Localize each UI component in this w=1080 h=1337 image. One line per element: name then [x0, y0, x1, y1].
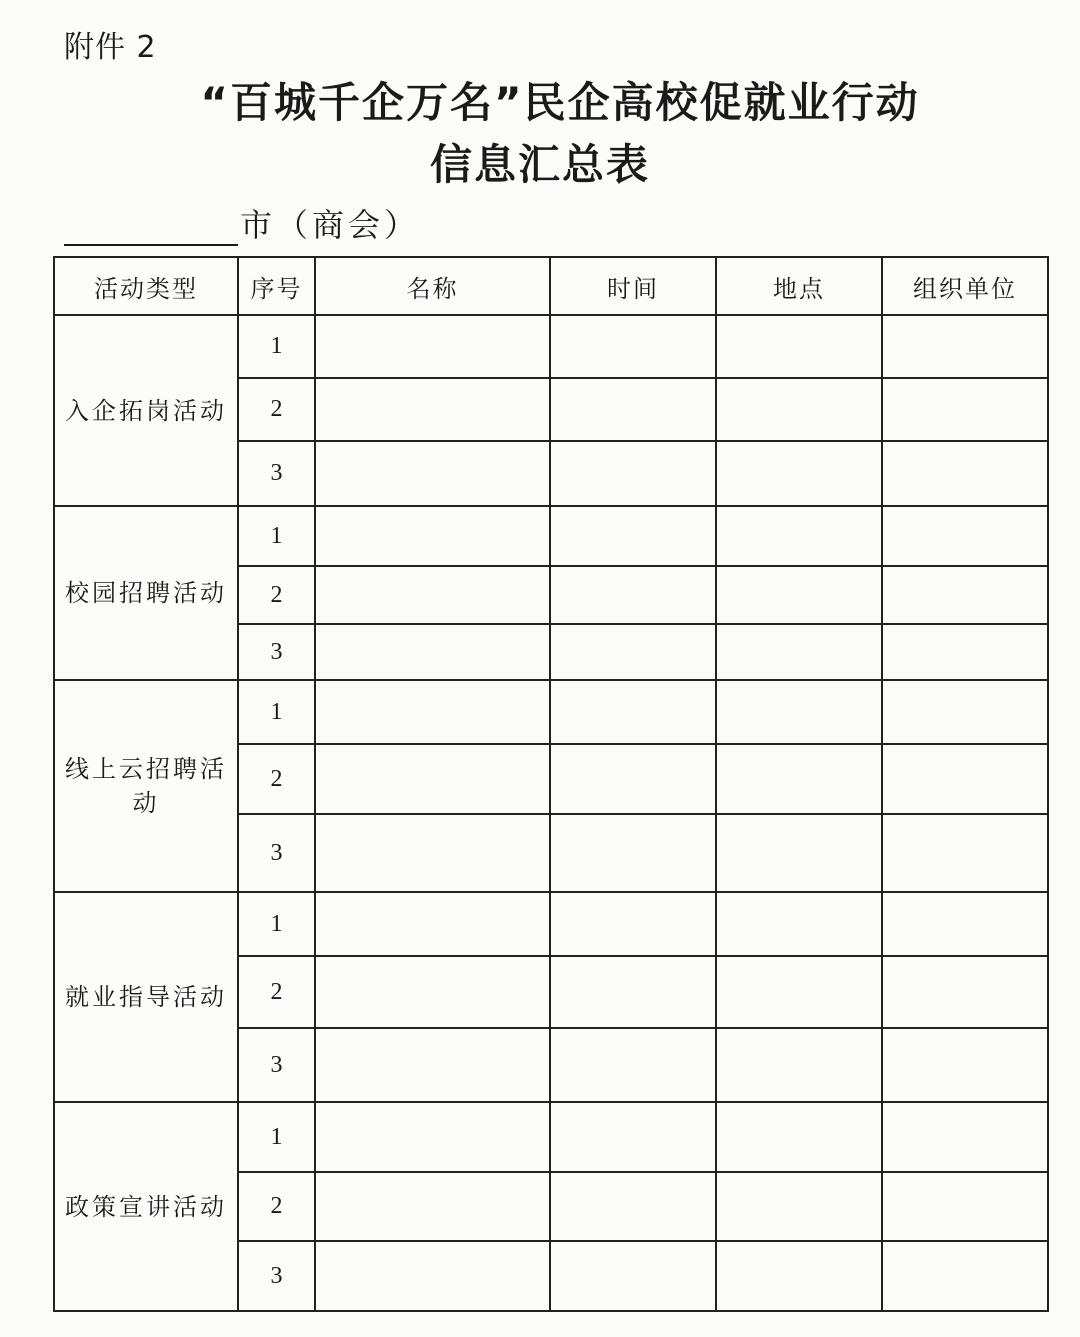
- organizer-cell[interactable]: [882, 1172, 1048, 1241]
- city-field: [64, 200, 420, 246]
- location-cell[interactable]: [716, 624, 882, 680]
- organizer-cell[interactable]: [882, 1028, 1048, 1102]
- name-cell[interactable]: [315, 506, 550, 566]
- location-cell[interactable]: [716, 892, 882, 956]
- table-row: [54, 892, 1048, 956]
- column-header-name: 名称: [315, 257, 550, 315]
- row-number-cell: 3: [238, 1028, 315, 1102]
- organizer-cell[interactable]: [882, 1241, 1048, 1311]
- name-cell[interactable]: [315, 624, 550, 680]
- activity-type-cell: 线上云招聘活动: [54, 680, 238, 892]
- city-suffix-label: 市（商会）: [240, 206, 421, 244]
- row-number-cell: 2: [238, 378, 315, 441]
- location-cell[interactable]: [716, 506, 882, 566]
- document-title-line-1: “百城千企万名”民企高校促就业行动: [200, 78, 920, 127]
- organizer-cell[interactable]: [882, 378, 1048, 441]
- document-title-line-2: 信息汇总表: [429, 140, 650, 189]
- row-number-cell: 3: [238, 624, 315, 680]
- location-cell[interactable]: [716, 1102, 882, 1172]
- time-cell[interactable]: [550, 744, 716, 814]
- organizer-cell[interactable]: [882, 744, 1048, 814]
- organizer-cell[interactable]: [882, 441, 1048, 506]
- attachment-label: 附件 2: [64, 30, 157, 65]
- time-cell[interactable]: [550, 956, 716, 1028]
- location-cell[interactable]: [716, 1172, 882, 1241]
- organizer-cell[interactable]: [882, 956, 1048, 1028]
- row-number-cell: 2: [238, 956, 315, 1028]
- name-cell[interactable]: [315, 680, 550, 744]
- column-header-organizer: 组织单位: [882, 257, 1048, 315]
- row-number-cell: 2: [238, 566, 315, 624]
- row-number-cell: 1: [238, 1102, 315, 1172]
- organizer-cell[interactable]: [882, 680, 1048, 744]
- location-cell[interactable]: [716, 1028, 882, 1102]
- organizer-cell[interactable]: [882, 1102, 1048, 1172]
- row-number-cell: 3: [238, 1241, 315, 1311]
- location-cell[interactable]: [716, 1241, 882, 1311]
- organizer-cell[interactable]: [882, 315, 1048, 378]
- time-cell[interactable]: [550, 1102, 716, 1172]
- row-number-cell: 2: [238, 744, 315, 814]
- row-number-cell: 2: [238, 1172, 315, 1241]
- activity-type-cell: 就业指导活动: [54, 892, 238, 1102]
- activity-type-cell: 校园招聘活动: [54, 506, 238, 680]
- time-cell[interactable]: [550, 1172, 716, 1241]
- time-cell[interactable]: [550, 1241, 716, 1311]
- organizer-cell[interactable]: [882, 566, 1048, 624]
- activity-type-cell: 入企拓岗活动: [54, 315, 238, 506]
- location-cell[interactable]: [716, 680, 882, 744]
- table-row: [54, 1102, 1048, 1172]
- info-summary-table: [53, 256, 1049, 1312]
- time-cell[interactable]: [550, 566, 716, 624]
- location-cell[interactable]: [716, 441, 882, 506]
- location-cell[interactable]: [716, 566, 882, 624]
- name-cell[interactable]: [315, 441, 550, 506]
- organizer-cell[interactable]: [882, 892, 1048, 956]
- name-cell[interactable]: [315, 956, 550, 1028]
- name-cell[interactable]: [315, 378, 550, 441]
- table-row: [54, 315, 1048, 378]
- name-cell[interactable]: [315, 1241, 550, 1311]
- name-cell[interactable]: [315, 315, 550, 378]
- row-number-cell: 1: [238, 506, 315, 566]
- location-cell[interactable]: [716, 744, 882, 814]
- organizer-cell[interactable]: [882, 814, 1048, 892]
- name-cell[interactable]: [315, 1172, 550, 1241]
- column-header-time: 时间: [550, 257, 716, 315]
- name-cell[interactable]: [315, 1102, 550, 1172]
- table-row: [54, 506, 1048, 566]
- time-cell[interactable]: [550, 814, 716, 892]
- name-cell[interactable]: [315, 892, 550, 956]
- row-number-cell: 3: [238, 441, 315, 506]
- time-cell[interactable]: [550, 1028, 716, 1102]
- time-cell[interactable]: [550, 506, 716, 566]
- city-blank-line[interactable]: [64, 208, 238, 246]
- time-cell[interactable]: [550, 378, 716, 441]
- column-header-number: 序号: [238, 257, 315, 315]
- table-header-row: [54, 257, 1048, 315]
- time-cell[interactable]: [550, 680, 716, 744]
- time-cell[interactable]: [550, 892, 716, 956]
- column-header-type: 活动类型: [54, 257, 238, 315]
- name-cell[interactable]: [315, 814, 550, 892]
- time-cell[interactable]: [550, 441, 716, 506]
- row-number-cell: 3: [238, 814, 315, 892]
- activity-type-cell: 政策宣讲活动: [54, 1102, 238, 1311]
- location-cell[interactable]: [716, 378, 882, 441]
- row-number-cell: 1: [238, 892, 315, 956]
- organizer-cell[interactable]: [882, 506, 1048, 566]
- organizer-cell[interactable]: [882, 624, 1048, 680]
- name-cell[interactable]: [315, 566, 550, 624]
- name-cell[interactable]: [315, 744, 550, 814]
- time-cell[interactable]: [550, 315, 716, 378]
- location-cell[interactable]: [716, 814, 882, 892]
- time-cell[interactable]: [550, 624, 716, 680]
- location-cell[interactable]: [716, 315, 882, 378]
- location-cell[interactable]: [716, 956, 882, 1028]
- name-cell[interactable]: [315, 1028, 550, 1102]
- table-row: [54, 680, 1048, 744]
- column-header-location: 地点: [716, 257, 882, 315]
- row-number-cell: 1: [238, 315, 315, 378]
- row-number-cell: 1: [238, 680, 315, 744]
